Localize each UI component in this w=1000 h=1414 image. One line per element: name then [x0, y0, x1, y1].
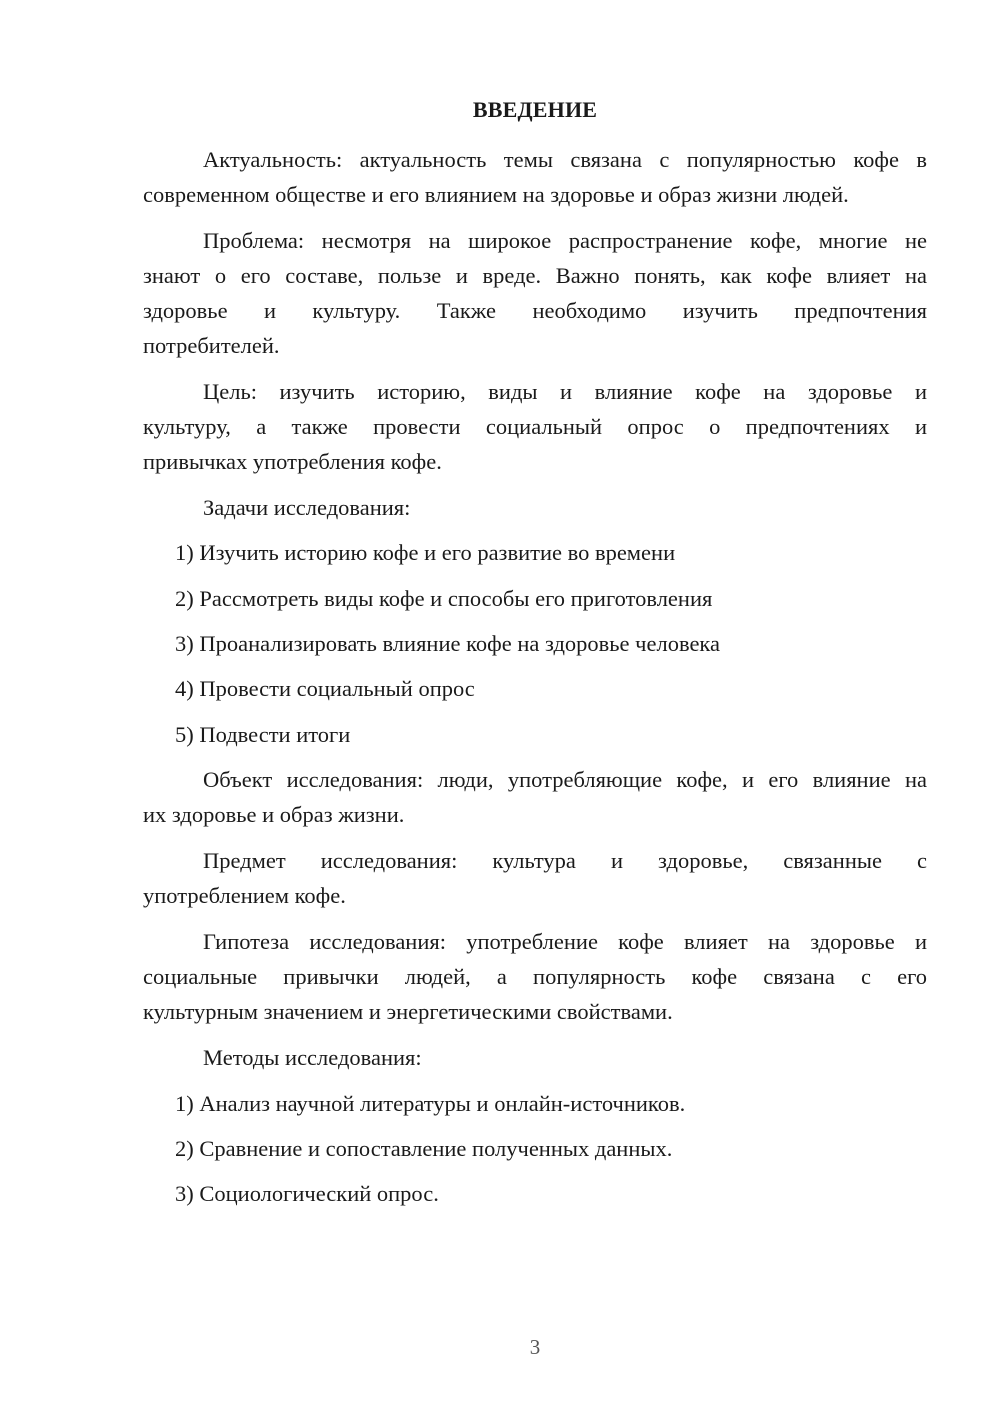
problem-line: потребителей.	[143, 333, 280, 358]
relevance-paragraph	[143, 142, 927, 212]
object-line: их здоровье и образ жизни.	[143, 802, 405, 827]
goal-paragraph	[143, 374, 927, 479]
hypothesis-line: Гипотеза исследования: употребление кофе влияет на здоровье и	[203, 929, 927, 954]
method-item: 2) Сравнение и сопоставление полученных данных.	[175, 1136, 673, 1161]
task-item: 4) Провести социальный опрос	[175, 676, 475, 701]
goal-line: привычках употребления кофе.	[143, 449, 442, 474]
method-item: 1) Анализ научной литературы и онлайн-источников.	[175, 1091, 686, 1116]
tasks-label: Задачи исследования:	[203, 495, 411, 520]
task-item: 3) Проанализировать влияние кофе на здоровье человека	[175, 631, 721, 656]
object-line: Объект исследования: люди, употребляющие кофе, и его влияние на	[203, 767, 927, 792]
hypothesis-line: социальные привычки людей, а популярность кофе связана с его	[143, 964, 927, 989]
subject-line: Предмет исследования: культура и здоровье, связанные с	[203, 848, 927, 873]
hypothesis-paragraph	[143, 924, 927, 1029]
task-item: 2) Рассмотреть виды кофе и способы его приготовления	[175, 586, 713, 611]
goal-line: Цель: изучить историю, виды и влияние кофе на здоровье и	[203, 379, 927, 404]
problem-line: здоровье и культуру. Также необходимо изучить предпочтения	[143, 298, 927, 323]
section-heading: ВВЕДЕНИЕ	[472, 97, 598, 122]
problem-paragraph	[143, 223, 927, 363]
object-paragraph	[143, 762, 927, 832]
task-item: 1) Изучить историю кофе и его развитие во времени	[175, 540, 676, 565]
page-number: 3	[529, 1335, 541, 1359]
problem-line: знают о его составе, пользе и вреде. Важно понять, как кофе влияет на	[143, 263, 927, 288]
subject-line: употреблением кофе.	[143, 883, 346, 908]
methods-label: Методы исследования:	[203, 1045, 422, 1070]
relevance-line: современном обществе и его влиянием на здоровье и образ жизни людей.	[143, 182, 849, 207]
goal-line: культуру, а также провести социальный опрос о предпочтениях и	[143, 414, 927, 439]
task-item: 5) Подвести итоги	[175, 722, 351, 747]
subject-paragraph	[143, 843, 927, 913]
hypothesis-line: культурным значением и энергетическими свойствами.	[143, 999, 673, 1024]
document-page	[143, 0, 927, 1414]
relevance-line: Актуальность: актуальность темы связана с популярностью кофе в	[203, 147, 927, 172]
problem-line: Проблема: несмотря на широкое распространение кофе, многие не	[203, 228, 927, 253]
method-item: 3) Социологический опрос.	[175, 1181, 439, 1206]
